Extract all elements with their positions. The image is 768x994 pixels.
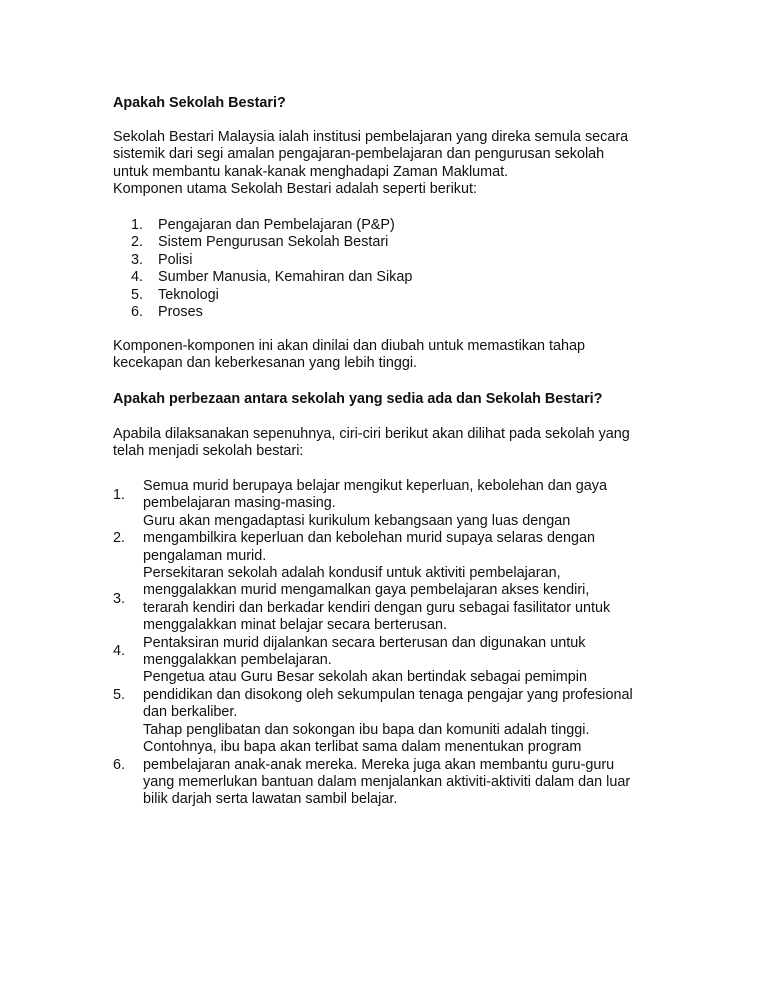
list-number: 6. xyxy=(113,756,126,773)
item-line: Semua murid berupaya belajar mengikut keperluan, kebolehan dan gaya xyxy=(143,478,607,494)
item-line: menggalakkan murid mengamalkan gaya pembelajaran akses kendiri, xyxy=(143,582,590,599)
list-number: 2. xyxy=(113,530,126,547)
intro-line: sistemik dari segi amalan pengajaran-pembelajaran dan pengurusan sekolah xyxy=(113,146,605,163)
list-item xyxy=(113,234,673,251)
closing-line: Komponen-komponen ini akan dinilai dan diubah untuk memastikan tahap xyxy=(113,338,586,354)
item-line: Contohnya, ibu bapa akan terlibat sama dalam menentukan program xyxy=(143,739,582,756)
item-line: Persekitaran sekolah adalah kondusif untuk aktiviti pembelajaran, xyxy=(143,565,561,582)
item-line: pendidikan dan disokong oleh sekumpulan tenaga pengajar yang profesional xyxy=(143,686,633,703)
list-number: 3. xyxy=(113,591,126,608)
list-number: 1. xyxy=(113,486,126,503)
section1-heading-block xyxy=(113,95,673,112)
item-line: mengambilkira keperluan dan kebolehan murid supaya selaras dengan xyxy=(143,530,595,547)
list-number: 5. xyxy=(131,286,144,303)
list-item xyxy=(113,304,673,321)
list-item-text: Teknologi xyxy=(158,286,219,303)
item-line: Pentaksiran murid dijalankan secara berterusan dan digunakan untuk xyxy=(143,634,586,651)
components-list xyxy=(113,217,673,321)
features-list-block xyxy=(113,478,658,809)
list-item-text: Sistem Pengurusan Sekolah Bestari xyxy=(158,234,389,251)
item-line: terarah kendiri dan berkadar kendiri dengan guru sebagai fasilitator untuk xyxy=(143,599,611,616)
section-heading: Apakah Sekolah Bestari? xyxy=(113,95,286,111)
section1-closing xyxy=(113,338,673,373)
item-line: menggalakkan minat belajar secara berterusan. xyxy=(143,617,447,634)
list-number: 2. xyxy=(131,234,144,251)
intro-line: Apabila dilaksanakan sepenuhnya, ciri-ciri berikut akan dilihat pada sekolah yang xyxy=(113,426,630,442)
item-line: bilik darjah serta lawatan sambil belajar. xyxy=(143,791,398,808)
list-number: 1. xyxy=(131,217,144,233)
list-item-text xyxy=(143,722,658,809)
item-line: Tahap penglibatan dan sokongan ibu bapa dan komuniti adalah tinggi. xyxy=(143,721,590,738)
list-item xyxy=(113,669,658,721)
list-item-text xyxy=(143,513,658,565)
item-line: pembelajaran anak-anak mereka. Mereka juga akan membantu guru-guru xyxy=(143,756,615,773)
list-number: 3. xyxy=(131,251,144,268)
list-item-text xyxy=(143,669,658,721)
item-line: dan berkaliber. xyxy=(143,704,238,721)
section2-heading-block xyxy=(113,391,713,408)
item-line: yang memerlukan bantuan dalam menjalankan aktiviti-aktiviti dalam dan luar xyxy=(143,773,631,790)
list-item-text xyxy=(143,635,658,670)
closing-line: kecekapan dan keberkesanan yang lebih tinggi. xyxy=(113,355,418,372)
intro-line: untuk membantu kanak-kanak menghadapi Zaman Maklumat. xyxy=(113,163,509,180)
list-item xyxy=(113,565,658,635)
item-line: pembelajaran masing-masing. xyxy=(143,495,336,512)
section-heading: Apakah perbezaan antara sekolah yang sedia ada dan Sekolah Bestari? xyxy=(113,391,603,407)
list-number: 4. xyxy=(131,269,144,286)
list-item xyxy=(113,217,673,234)
list-number: 4. xyxy=(113,643,126,660)
list-item xyxy=(113,252,673,269)
list-item xyxy=(113,513,658,565)
item-line: menggalakkan pembelajaran. xyxy=(143,652,332,669)
list-item xyxy=(113,269,673,286)
list-item-text: Proses xyxy=(158,303,203,320)
list-item-text: Sumber Manusia, Kemahiran dan Sikap xyxy=(158,269,413,286)
list-item-text xyxy=(143,565,658,635)
intro-line: Sekolah Bestari Malaysia ialah institusi pembelajaran yang direka semula secara xyxy=(113,129,629,145)
list-item xyxy=(113,287,673,304)
list-item xyxy=(113,478,658,513)
list-item-text: Polisi xyxy=(158,251,193,268)
item-line: pengalaman murid. xyxy=(143,547,267,564)
list-item-text xyxy=(143,478,658,513)
list-item xyxy=(113,635,658,670)
list-item-text: Pengajaran dan Pembelajaran (P&P) xyxy=(158,217,395,233)
intro-line: Komponen utama Sekolah Bestari adalah seperti berikut: xyxy=(113,181,477,198)
item-line: Pengetua atau Guru Besar sekolah akan bertindak sebagai pemimpin xyxy=(143,669,587,686)
list-item xyxy=(113,722,658,809)
features-list xyxy=(113,478,658,809)
list-number: 6. xyxy=(131,303,144,320)
item-line: Guru akan mengadaptasi kurikulum kebangsaan yang luas dengan xyxy=(143,512,571,529)
section2-intro xyxy=(113,426,673,461)
list-number: 5. xyxy=(113,686,126,703)
section1-intro xyxy=(113,129,673,199)
components-list-block xyxy=(113,217,673,321)
intro-line: telah menjadi sekolah bestari: xyxy=(113,443,304,460)
